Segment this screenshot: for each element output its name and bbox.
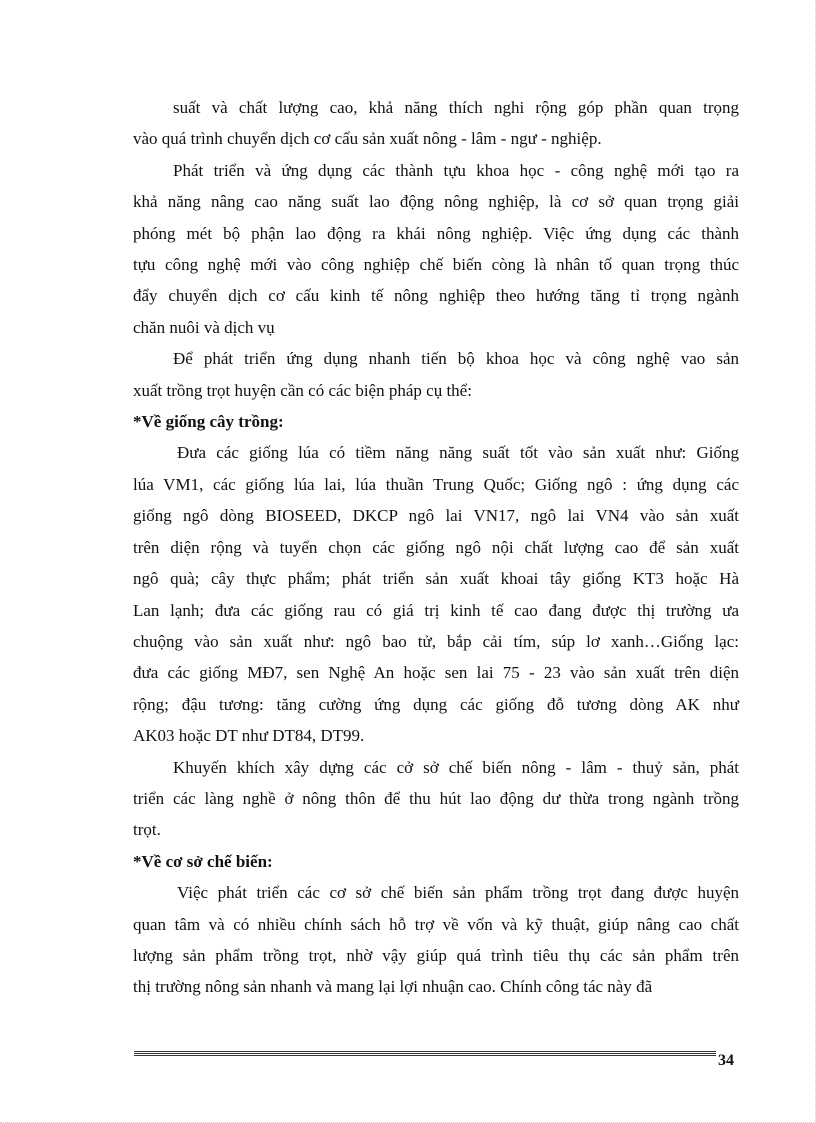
text-line: chuộng vào sản xuất như: ngô bao tử, bắp cải tím, súp lơ xanh…Giống lạc: xyxy=(133,631,739,651)
section-heading-processing: *Về cơ sở chế biến: xyxy=(133,851,273,871)
body-text xyxy=(133,92,739,1003)
text-line: suất và chất lượng cao, khả năng thích nghi rộng góp phần quan trọng xyxy=(173,98,739,117)
text-line: đưa các giống MĐ7, sen Nghệ An hoặc sen lai 75 - 23 vào sản xuất trên diện xyxy=(133,663,739,683)
text-line: trên diện rộng và tuyển chọn các giống ngô nội chất lượng cao để sản xuất xyxy=(133,537,739,557)
text-line: vào quá trình chuyển dịch cơ cấu sản xuất nông - lâm - ngư - nghiệp. xyxy=(133,129,602,149)
text-line: rộng; đậu tương: tăng cường ứng dụng các giống đỗ tương dòng AK như xyxy=(133,694,739,714)
text-line: triển các làng nghề ở nông thôn để thu hút lao động dư thừa trong ngành trồng xyxy=(133,788,739,808)
footer-rule xyxy=(134,1051,716,1056)
text-line: Đưa các giống lúa có tiềm năng năng suất tốt vào sản xuất như: Giống xyxy=(177,443,739,463)
text-line: thị trường nông sản nhanh và mang lại lợi nhuận cao. Chính công tác này đã xyxy=(133,977,653,997)
text-line: trọt. xyxy=(133,820,161,840)
text-line: khả năng nâng cao năng suất lao động nông nghiệp, là cơ sở quan trọng giải xyxy=(133,192,739,212)
text-line: Việc phát triển các cơ sở chế biến sản phẩm trồng trọt đang được huyện xyxy=(177,883,739,903)
page-number: 34 xyxy=(718,1052,734,1069)
text-line: ngô quà; cây thực phẩm; phát triển sản xuất khoai tây giống KT3 hoặc Hà xyxy=(133,569,739,589)
text-line: Lan lạnh; đưa các giống rau có giá trị kinh tế cao đang được thị trường ưa xyxy=(133,600,739,620)
section-heading-seed: *Về giống cây trồng: xyxy=(133,412,284,432)
text-line: lúa VM1, các giống lúa lai, lúa thuần Trung Quốc; Giống ngô : ứng dụng các xyxy=(133,474,739,494)
text-line: đẩy chuyển dịch cơ cấu kinh tế nông nghiệp theo hướng tăng tỉ trọng ngành xyxy=(133,286,739,306)
text-line: Khuyến khích xây dựng các cở sở chế biến nông - lâm - thuỷ sản, phát xyxy=(173,757,739,777)
text-line: Phát triển và ứng dụng các thành tựu khoa học - công nghệ mới tạo ra xyxy=(173,160,739,180)
text-line: lượng sản phẩm trồng trọt, nhờ vậy giúp quá trình tiêu thụ các sản phẩm trên xyxy=(133,945,739,965)
text-line: phóng mét bộ phận lao động ra khái nông nghiệp. Việc ứng dụng các thành xyxy=(133,223,739,243)
text-line: xuất trồng trọt huyện cần có các biện pháp cụ thể: xyxy=(133,380,472,400)
text-line: Để phát triển ứng dụng nhanh tiến bộ khoa học và công nghệ vao sản xyxy=(173,349,739,369)
text-line: tựu công nghệ mới vào công nghiệp chế biến còng là nhân tố quan trọng thúc xyxy=(133,255,739,275)
text-line: quan tâm và có nhiều chính sách hỗ trợ về vốn và kỹ thuật, giúp nâng cao chất xyxy=(133,914,739,934)
text-line: AK03 hoặc DT như DT84, DT99. xyxy=(133,726,365,746)
text-line: giống ngô dòng BIOSEED, DKCP ngô lai VN17, ngô lai VN4 vào sản xuất xyxy=(133,506,739,526)
text-line: chăn nuôi và dịch vụ xyxy=(133,317,275,337)
